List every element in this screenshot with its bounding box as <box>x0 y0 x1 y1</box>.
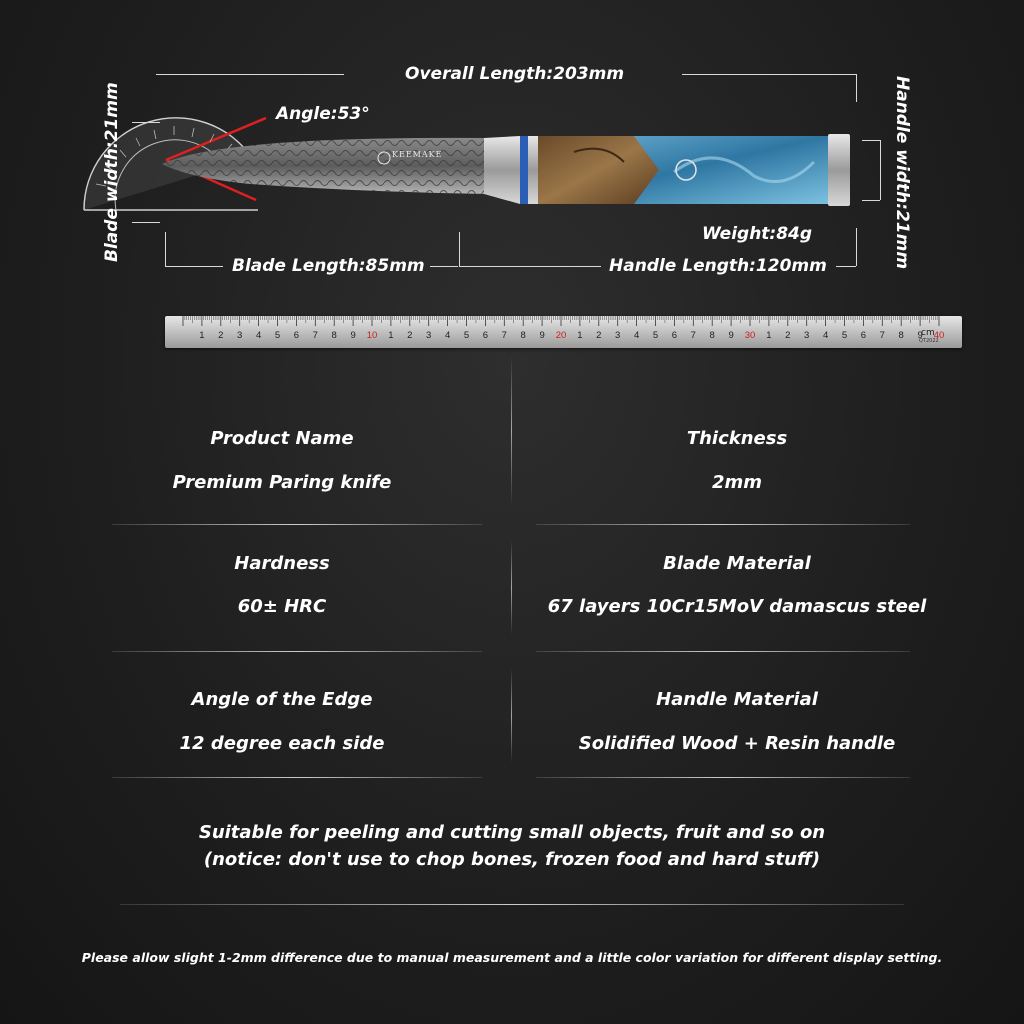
spec-value-blade-material: 67 layers 10Cr15MoV damascus steel <box>547 596 927 617</box>
spec-title-hardness: Hardness <box>234 553 330 574</box>
spec-title-product-name: Product Name <box>210 428 354 449</box>
spec-title-edge-angle: Angle of the Edge <box>191 689 373 710</box>
measuring-ruler <box>165 316 962 348</box>
ruler-minor-label: 9 <box>728 330 734 341</box>
ruler-minor-label: 1 <box>577 330 583 341</box>
usage-line-1: Suitable for peeling and cutting small objects, fruit and so on <box>198 822 826 843</box>
ruler-minor-label: 4 <box>255 330 262 341</box>
spec-value-hardness: 60± HRC <box>237 596 327 617</box>
spec-title-handle-material: Handle Material <box>656 689 818 710</box>
handle-length-label: Handle Length:120mm <box>609 256 827 276</box>
ruler-minor-label: 3 <box>237 330 243 341</box>
ruler-minor-label: 4 <box>444 330 451 341</box>
ruler-major-label: 40 <box>933 330 945 341</box>
ruler-major-label: 20 <box>555 330 567 341</box>
spec-title-blade-material: Blade Material <box>663 553 811 574</box>
ruler-minor-label: 1 <box>388 330 394 341</box>
blade-brand: KEEMAKE <box>392 150 443 159</box>
ruler-minor-label: 9 <box>539 330 545 341</box>
ruler-minor-label: 7 <box>690 330 696 341</box>
weight-label: Weight:84g <box>702 224 813 244</box>
ruler-minor-label: 6 <box>293 330 300 341</box>
overall-length-label: Overall Length:203mm <box>405 64 625 84</box>
ruler-minor-label: 2 <box>596 330 602 341</box>
ruler-minor-label: 8 <box>331 330 337 341</box>
ruler-minor-label: 5 <box>841 330 848 341</box>
ruler-minor-label: 8 <box>520 330 526 341</box>
ruler-minor-label: 4 <box>822 330 829 341</box>
ruler-major-label: 30 <box>744 330 756 341</box>
ruler-minor-label: 1 <box>199 330 205 341</box>
ruler-minor-label: 6 <box>671 330 678 341</box>
ruler-minor-label: 7 <box>879 330 885 341</box>
ruler-minor-label: 3 <box>426 330 432 341</box>
ruler-minor-label: 6 <box>482 330 489 341</box>
ruler-minor-label: 9 <box>350 330 356 341</box>
disclaimer-footer: Please allow slight 1-2mm difference due to manual measurement and a little color variation for different display setting. <box>81 950 943 965</box>
ruler-minor-label: 6 <box>860 330 867 341</box>
spec-value-product-name: Premium Paring knife <box>172 472 392 493</box>
handle-width-label: Handle width:21mm <box>892 76 912 270</box>
ruler-minor-label: 2 <box>218 330 224 341</box>
ruler-major-label: 10 <box>366 330 378 341</box>
ruler-unit: cm <box>921 328 935 338</box>
ruler-minor-label: 1 <box>766 330 772 341</box>
ruler-minor-label: 3 <box>615 330 621 341</box>
ruler-minor-label: 2 <box>785 330 791 341</box>
ruler-minor-label: 2 <box>407 330 413 341</box>
ruler-minor-label: 7 <box>501 330 507 341</box>
spec-value-edge-angle: 12 degree each side <box>179 733 385 754</box>
ruler-minor-label: 5 <box>463 330 470 341</box>
spec-value-thickness: 2mm <box>711 472 763 493</box>
blade-length-label: Blade Length:85mm <box>232 256 425 276</box>
spec-value-handle-material: Solidified Wood + Resin handle <box>578 733 896 754</box>
blade-width-label: Blade width:21mm <box>102 82 122 262</box>
ruler-minor-label: 5 <box>274 330 281 341</box>
ruler-minor-label: 3 <box>804 330 810 341</box>
ruler-minor-label: 5 <box>652 330 659 341</box>
handle-graphic <box>484 132 854 208</box>
angle-label: Angle:53° <box>276 104 370 124</box>
ruler-minor-label: 8 <box>709 330 715 341</box>
ruler-model: QT2022 <box>919 338 939 344</box>
ruler-ticks <box>165 316 962 348</box>
spec-title-thickness: Thickness <box>686 428 788 449</box>
ruler-minor-label: 4 <box>633 330 640 341</box>
usage-line-2: (notice: don't use to chop bones, frozen food and hard stuff) <box>203 849 821 870</box>
blade-graphic <box>160 128 510 218</box>
ruler-minor-label: 8 <box>898 330 904 341</box>
ruler-minor-label: 9 <box>917 330 923 341</box>
ruler-minor-label: 7 <box>312 330 318 341</box>
